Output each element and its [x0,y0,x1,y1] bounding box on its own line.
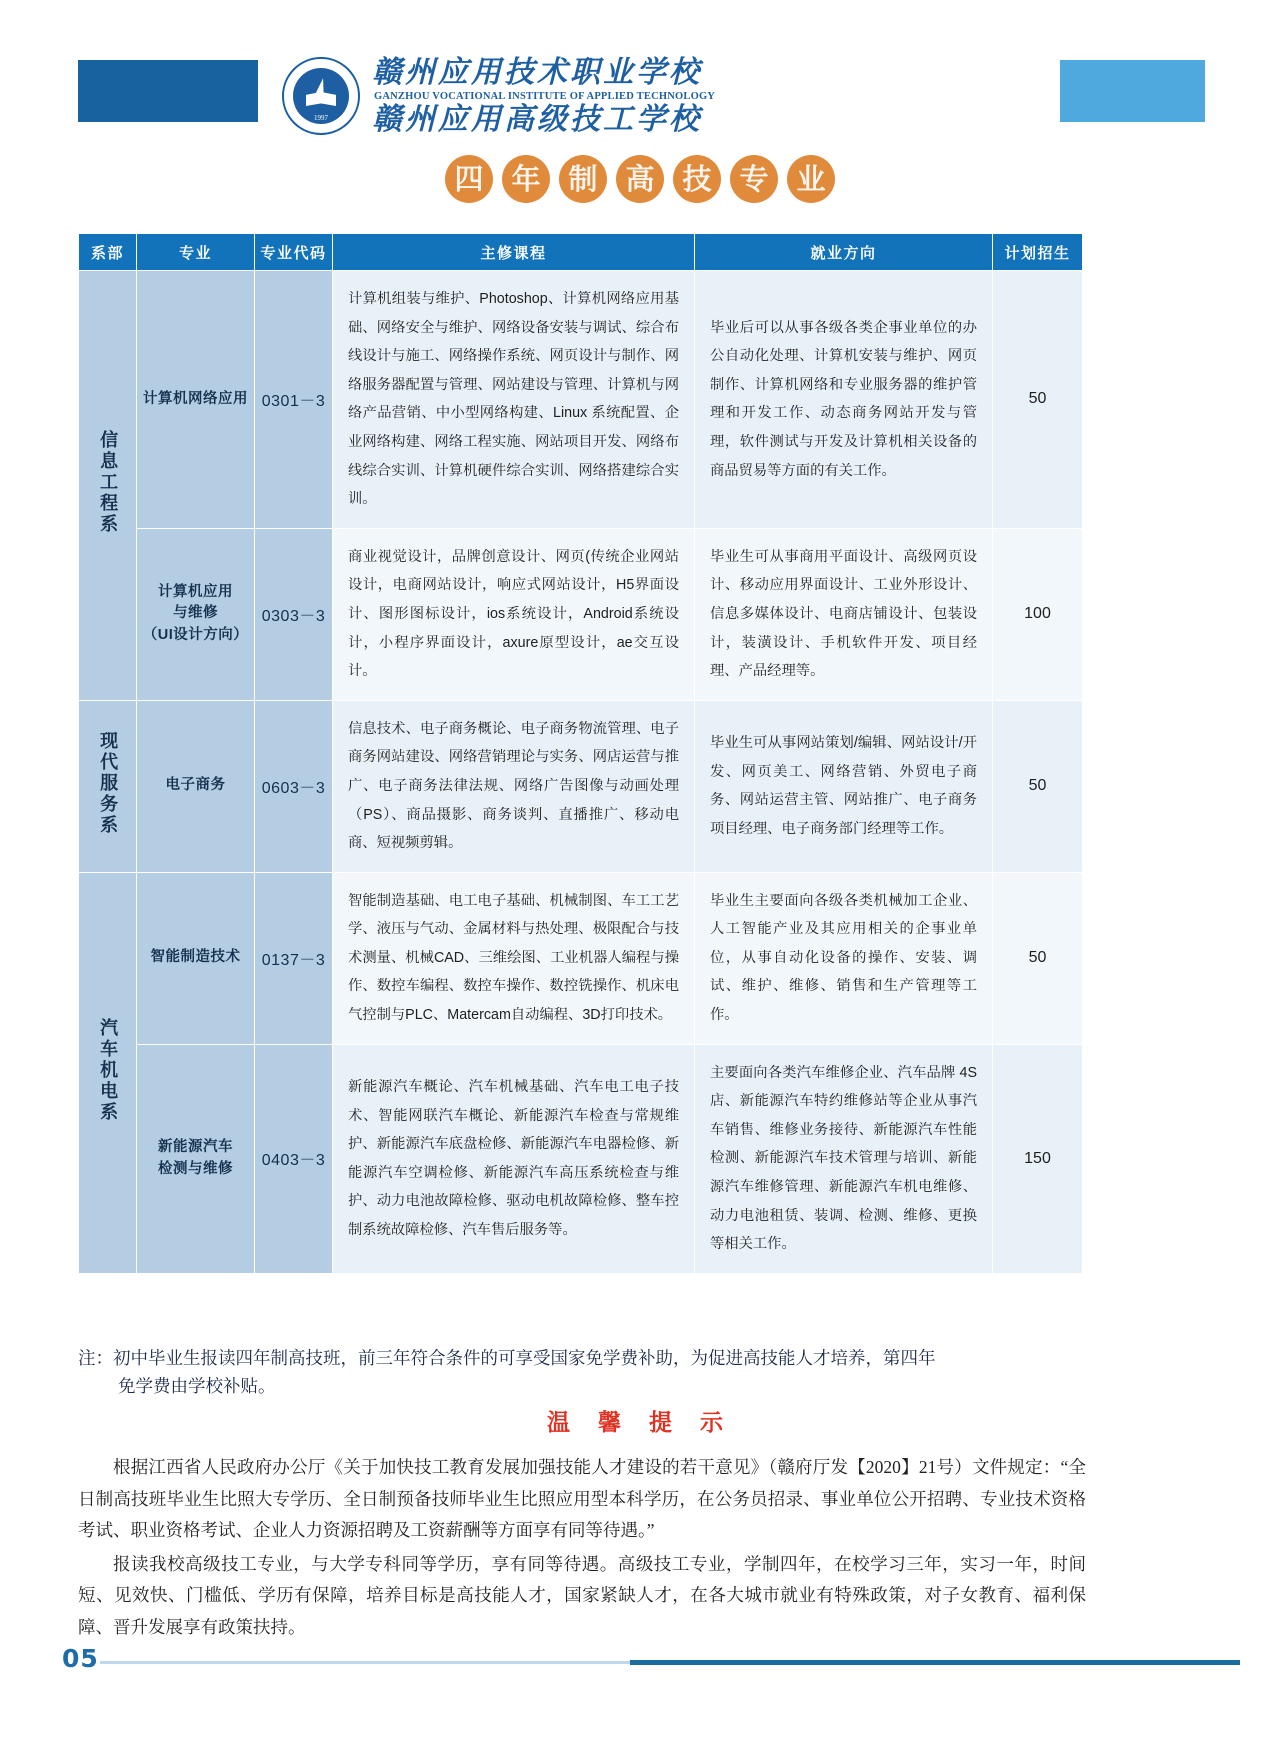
page-header [0,0,1280,150]
title-char-bubble: 四 [445,155,493,203]
majors-table-wrap [78,233,1082,1274]
cell-major-code: 0303－3 [255,528,333,700]
col-header-major: 专业 [137,234,255,271]
tip-paragraph: 根据江西省人民政府办公厅《关于加快技工教育发展加强技能人才建设的若干意见》（赣府厅发【2020】21号）文件规定：“全日制高技班毕业生比照大专学历、全日制预备技师毕业生比照应用型本科学历，在公务员招录、事业单位公开招聘、专业技术资格考试、职业资格考试、企业人力资源招聘及工资薪酬等方面享有同等待遇。” [78,1457,1086,1540]
cell-department [79,700,137,872]
cell-enrollment-plan: 100 [993,528,1083,700]
cell-major-code: 0301－3 [255,271,333,529]
table-row [79,700,1083,872]
school-name-english: GANZHOU VOCATIONAL INSTITUTE OF APPLIED TECHNOLOGY [374,90,716,102]
col-header-job: 就业方向 [695,234,993,271]
cell-courses: 计算机组装与维护、Photoshop、计算机网络应用基础、网络安全与维护、网络设备安装与调试、综合布线设计与施工、网络操作系统、网页设计与制作、网络服务器配置与管理、网站建设与管理、计算机与网络产品营销、中小型网络构建、Linux 系统配置、企业网络构建、网络工程实施、网站项目开发、网络布线综合实训、计算机硬件综合实训、网络搭建综合实训。 [333,271,695,529]
table-row [79,872,1083,1044]
title-char-bubble: 年 [502,155,550,203]
school-name-primary: 赣州应用技术职业学校 [372,56,702,89]
table-row [79,528,1083,700]
table-row [79,271,1083,529]
title-char-bubble: 技 [673,155,721,203]
cell-major: 新能源汽车 检测与维修 [137,1044,255,1273]
col-header-code: 专业代码 [255,234,333,271]
tip-paragraph: 报读我校高级技工专业，与大学专科同等学历，享有同等待遇。高级技工专业，学制四年，在校学习三年，实习一年，时间短、见效快、门槛低、学历有保障，培养目标是高技能人才，国家紧缺人才，在各大城市就业有特殊政策，对子女教育、福利保障、晋升发展享有政策扶持。 [78,1553,1086,1637]
footer-rule-dark [630,1660,1240,1665]
school-seal-icon [282,57,360,135]
cell-courses: 智能制造基础、电工电子基础、机械制图、车工工艺学、液压与气动、金属材料与热处理、极限配合与技术测量、机械CAD、三维绘图、工业机器人编程与操作、数控车编程、数控车操作、数控铣操作、机床电气控制与PLC、Matercam自动编程、3D打印技术。 [333,872,695,1044]
tip-paragraphs [78,1452,1086,1645]
cell-department [79,271,137,701]
table-row [79,1044,1083,1273]
page-title [0,155,1280,203]
header-bar-right [1060,60,1205,122]
col-header-plan: 计划招生 [993,234,1083,271]
majors-table [78,233,1083,1274]
title-char-bubble: 制 [559,155,607,203]
note-block [78,1345,1084,1402]
cell-enrollment-plan: 150 [993,1044,1083,1273]
seal-year: 1997 [314,114,328,123]
title-char-bubble: 专 [730,155,778,203]
cell-courses: 商业视觉设计，品牌创意设计、网页(传统企业网站设计，电商网站设计，响应式网站设计，H5界面设计、图形图标设计，ios系统设计，Android系统设计，小程序界面设计，axure原型设计，ae交互设计。 [333,528,695,700]
title-char-bubble: 高 [616,155,664,203]
school-logo-block [282,56,715,136]
department-label: 汽车机电系 [98,1017,119,1123]
cell-major: 智能制造技术 [137,872,255,1044]
cell-employment: 主要面向各类汽车维修企业、汽车品牌 4S 店、新能源汽车特约维修站等企业从事汽车销售、维修业务接待、新能源汽车性能检测、新能源汽车技术管理与培训、新能源汽车维修管理、新能源汽车机电维修、动力电池租赁、装调、检测、维修、更换等相关工作。 [695,1044,993,1273]
majors-table-body [79,271,1083,1274]
cell-employment: 毕业生可从事网站策划/编辑、网站设计/开发、网页美工、网络营销、外贸电子商务、网站运营主管、网站推广、电子商务项目经理、电子商务部门经理等工作。 [695,700,993,872]
cell-major-code: 0403－3 [255,1044,333,1273]
cell-department [79,872,137,1273]
cell-courses: 信息技术、电子商务概论、电子商务物流管理、电子商务网站建设、网络营销理论与实务、网店运营与推广、电子商务法律法规、网络广告图像与动画处理（PS）、商品摄影、商务谈判、直播推广、移动电商、短视频剪辑。 [333,700,695,872]
cell-major: 计算机网络应用 [137,271,255,529]
col-header-course: 主修课程 [333,234,695,271]
department-label: 信息工程系 [98,430,119,536]
col-header-dept: 系部 [79,234,137,271]
cell-major: 电子商务 [137,700,255,872]
tip-heading: 温 馨 提 示 [546,1410,734,1436]
cell-courses: 新能源汽车概论、汽车机械基础、汽车电工电子技术、智能网联汽车概论、新能源汽车检查与常规维护、新能源汽车底盘检修、新能源汽车电器检修、新能源汽车空调检修、新能源汽车高压系统检查与维护、动力电池故障检修、驱动电机故障检修、整车控制系统故障检修、汽车售后服务等。 [333,1044,695,1273]
cell-major-code: 0137－3 [255,872,333,1044]
cell-enrollment-plan: 50 [993,872,1083,1044]
header-bar-left [78,60,258,122]
cell-enrollment-plan: 50 [993,700,1083,872]
note-line-1: 注：初中毕业生报读四年制高技班，前三年符合条件的可享受国家免学费补助，为促进高技能人才培养，第四年 [78,1349,936,1369]
school-name-secondary: 赣州应用高级技工学校 [372,102,702,136]
note-line-2: 免学费由学校补贴。 [118,1377,276,1398]
department-label: 现代服务系 [98,731,119,837]
table-header-row [79,234,1083,271]
cell-employment: 毕业生主要面向各级各类机械加工企业、人工智能产业及其应用相关的企事业单位，从事自动化设备的操作、安装、调试、维护、维修、销售和生产管理等工作。 [695,872,993,1044]
cell-major-code: 0603－3 [255,700,333,872]
cell-major: 计算机应用 与维修 （UI设计方向） [137,528,255,700]
footer-rule-light [100,1661,630,1664]
cell-employment: 毕业后可以从事各级各类企事业单位的办公自动化处理、计算机安装与维护、网页制作、计算机网络和专业服务器的维护管理和开发工作、动态商务网站开发与管理，软件测试与开发及计算机相关设备的商品贸易等方面的有关工作。 [695,271,993,529]
cell-enrollment-plan: 50 [993,271,1083,529]
page-number: 05 [62,1644,99,1673]
title-char-bubble: 业 [787,155,835,203]
page-footer [0,1644,1280,1678]
cell-employment: 毕业生可从事商用平面设计、高级网页设计、移动应用界面设计、工业外形设计、信息多媒体设计、电商店铺设计、包装设计，装潢设计、手机软件开发、项目经理、产品经理等。 [695,528,993,700]
